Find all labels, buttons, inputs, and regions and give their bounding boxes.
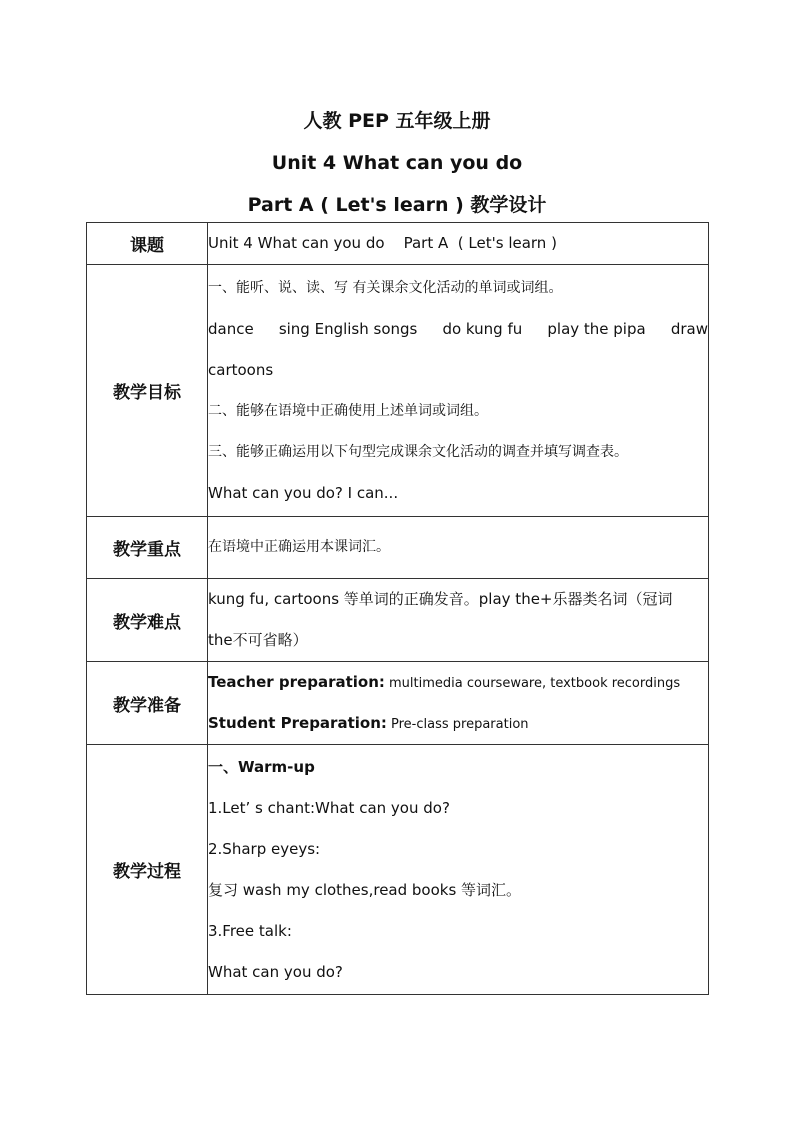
row-topic — [87, 223, 709, 265]
difficulties-line-1: kung fu, cartoons 等单词的正确发音。play the+乐器类名词（冠词 — [208, 590, 673, 608]
row-difficulties — [87, 579, 709, 662]
label-objectives: 教学目标 — [87, 265, 208, 517]
process-step: 3.Free talk: — [208, 921, 292, 940]
vocab-item: draw — [670, 319, 708, 338]
label-difficulties: 教学难点 — [87, 579, 208, 662]
vocab-item: sing English songs — [278, 319, 418, 338]
objectives-content — [208, 265, 709, 517]
process-step: 2.Sharp eyeys: — [208, 839, 321, 858]
vocab-list — [208, 309, 708, 350]
key-points-text: 在语境中正确运用本课词汇。 — [208, 539, 390, 555]
row-key-points — [87, 517, 709, 579]
student-preparation-label: Student Preparation: — [208, 714, 387, 732]
student-preparation — [208, 703, 708, 744]
difficulties-line-2: the不可省略） — [208, 631, 308, 649]
label-topic: 课题 — [87, 223, 208, 265]
label-key-points: 教学重点 — [87, 517, 208, 579]
document-title-block — [0, 100, 794, 226]
teacher-preparation-label: Teacher preparation: — [208, 673, 385, 691]
process-step: 复习 wash my clothes,read books 等词汇。 — [208, 880, 522, 899]
topic-text: Unit 4 What can you do Part A ( Let's learn ) — [208, 234, 557, 252]
objective-3: 三、能够正确运用以下句型完成课余文化活动的调查并填写调查表。 — [208, 443, 628, 460]
vocab-item: play the pipa — [547, 319, 646, 338]
title-unit: Unit 4 What can you do — [271, 152, 523, 174]
objective-2: 二、能够在语境中正确使用上述单词或词组。 — [208, 402, 488, 419]
label-process: 教学过程 — [87, 745, 208, 995]
key-points-content — [208, 517, 709, 579]
process-step: What can you do? — [208, 962, 343, 981]
label-preparation: 教学准备 — [87, 662, 208, 745]
process-content — [208, 745, 709, 995]
row-preparation — [87, 662, 709, 745]
lesson-plan-table — [86, 222, 709, 995]
vocab-continued: cartoons — [208, 360, 274, 379]
row-objectives — [87, 265, 709, 517]
row-process — [87, 745, 709, 995]
difficulties-content — [208, 579, 709, 662]
topic-value — [208, 223, 709, 265]
objective-1: 一、能听、说、读、写 有关课余文化活动的单词或词组。 — [208, 279, 563, 296]
preparation-content — [208, 662, 709, 745]
vocab-item: do kung fu — [442, 319, 523, 338]
process-step: 1.Let’ s chant:What can you do? — [208, 798, 450, 817]
student-preparation-value: Pre-class preparation — [386, 717, 529, 732]
title-part: Part A ( Let's learn ) 教学设计 — [247, 194, 547, 216]
title-grade: 人教 PEP 五年级上册 — [303, 110, 491, 132]
vocab-item: dance — [208, 319, 254, 338]
objective-sentence: What can you do? I can... — [208, 483, 399, 502]
teacher-preparation-value: multimedia courseware, textbook recordings — [384, 676, 681, 691]
process-heading: 一、Warm-up — [208, 757, 315, 776]
teacher-preparation — [208, 662, 708, 703]
